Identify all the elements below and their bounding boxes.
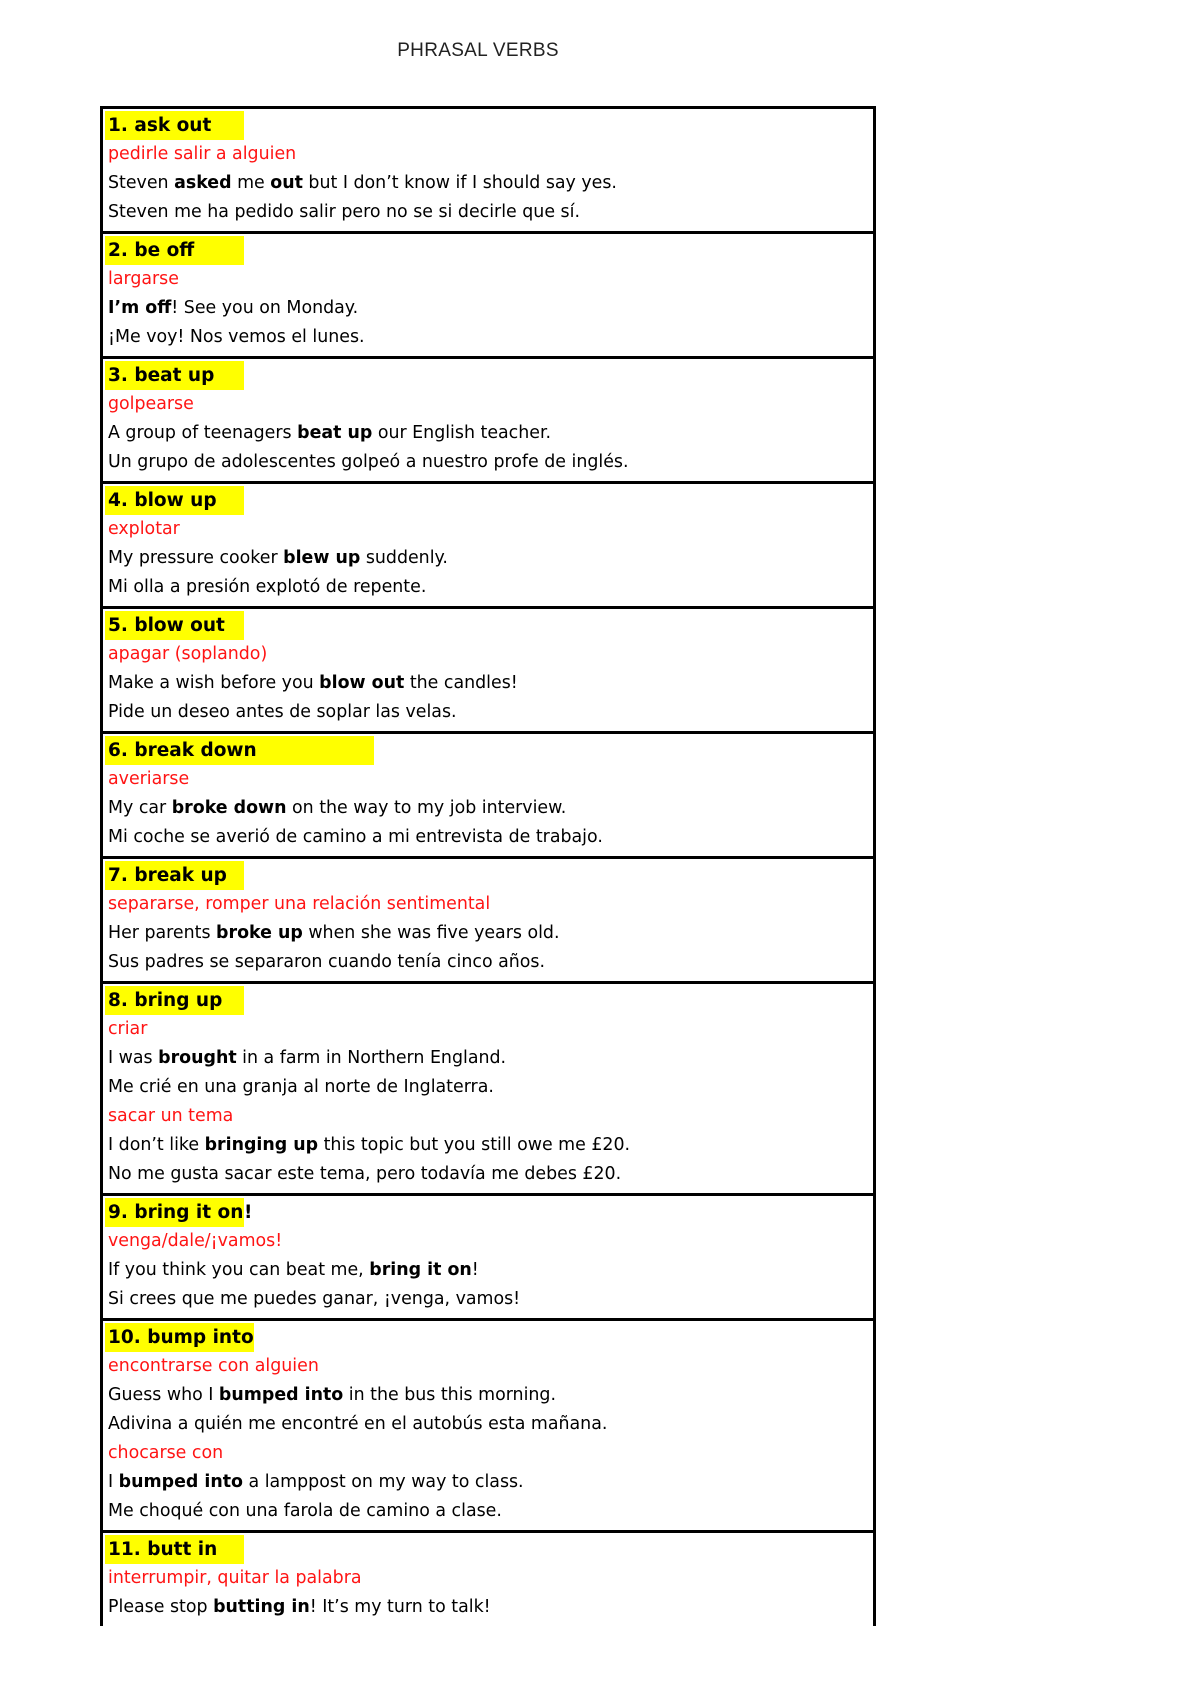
verb-entry xyxy=(103,984,873,1196)
phrasal-verb-bold: bringing up xyxy=(204,1135,319,1155)
verb-heading-tail: ! xyxy=(244,1202,253,1223)
verb-heading-row xyxy=(108,736,873,765)
phrasal-verb-bold: broke up xyxy=(216,923,303,943)
example-sentence xyxy=(108,794,873,823)
sentence-text: suddenly. xyxy=(360,548,448,568)
verb-entry xyxy=(103,359,873,484)
sentence-text: No me gusta sacar este tema, pero todavía me debes £20. xyxy=(108,1164,622,1184)
example-sentence xyxy=(108,1410,873,1439)
sentence-text: Mi coche se averió de camino a mi entrevista de trabajo. xyxy=(108,827,603,847)
translation: venga/dale/¡vamos! xyxy=(108,1231,283,1251)
example-sentence xyxy=(108,1256,873,1285)
sentence-text: Please stop xyxy=(108,1597,214,1617)
example-sentence xyxy=(108,419,873,448)
example-sentence xyxy=(108,323,873,352)
example-sentence xyxy=(108,573,873,602)
sentence-text: If you think you can beat me, xyxy=(108,1260,370,1280)
example-sentence xyxy=(108,1468,873,1497)
example-sentence xyxy=(108,669,873,698)
verb-heading-row xyxy=(108,1323,873,1352)
example-sentence xyxy=(108,1593,873,1622)
example-sentence xyxy=(108,1285,873,1314)
document-title: PHRASAL VERBS xyxy=(397,40,559,61)
example-sentence xyxy=(108,1160,873,1189)
sentence-text: Guess who I xyxy=(108,1385,219,1405)
sentence-text: this topic but you still owe me £20. xyxy=(318,1135,631,1155)
sentence-text: I was xyxy=(108,1048,159,1068)
verb-heading: 8. bring up xyxy=(105,986,244,1015)
phrasal-verb-bold: broke down xyxy=(171,798,287,818)
sentence-text: Me crié en una granja al norte de Inglaterra. xyxy=(108,1077,494,1097)
sentence-text: Si crees que me puedes ganar, ¡venga, vamos! xyxy=(108,1289,521,1309)
sentence-text: ! xyxy=(471,1260,479,1280)
translation: encontrarse con alguien xyxy=(108,1356,319,1376)
translation: criar xyxy=(108,1019,148,1039)
verb-heading-row xyxy=(108,111,873,140)
phrasal-verb-bold: brought xyxy=(158,1048,237,1068)
sentence-text: Make a wish before you xyxy=(108,673,320,693)
sentence-text: on the way to my job interview. xyxy=(286,798,567,818)
verb-heading: 3. beat up xyxy=(105,361,244,390)
sentence-text: Sus padres se separaron cuando tenía cinco años. xyxy=(108,952,546,972)
sentence-text: Steven me ha pedido salir pero no se si decirle que sí. xyxy=(108,202,580,222)
verb-entry xyxy=(103,1196,873,1321)
translation: explotar xyxy=(108,519,180,539)
example-sentence xyxy=(108,448,873,477)
verb-entry xyxy=(103,1321,873,1533)
sentence-text: but I don’t know if I should say yes. xyxy=(302,173,617,193)
example-sentence xyxy=(108,919,873,948)
sentence-text: our English teacher. xyxy=(372,423,552,443)
verb-heading-row xyxy=(108,486,873,515)
translation: apagar (soplando) xyxy=(108,644,268,664)
translation: largarse xyxy=(108,269,179,289)
verb-heading: 5. blow out xyxy=(105,611,244,640)
sentence-text: in the bus this morning. xyxy=(343,1385,556,1405)
verb-heading-row xyxy=(108,361,873,390)
translation: sacar un tema xyxy=(108,1106,234,1126)
verb-entry xyxy=(103,109,873,234)
translation: chocarse con xyxy=(108,1443,224,1463)
phrasal-verb-bold: asked xyxy=(174,173,232,193)
verb-heading-row xyxy=(108,986,873,1015)
verb-heading: 1. ask out xyxy=(105,111,244,140)
sentence-text: Me choqué con una farola de camino a clase. xyxy=(108,1501,502,1521)
example-sentence xyxy=(108,1497,873,1526)
phrasal-verb-bold: blow out xyxy=(319,673,405,693)
verb-heading: 10. bump into xyxy=(105,1323,254,1352)
verb-entry xyxy=(103,1533,873,1626)
verb-heading-row xyxy=(108,236,873,265)
phrasal-verb-bold: blew up xyxy=(283,548,361,568)
verb-entry xyxy=(103,234,873,359)
sentence-text: a lamppost on my way to class. xyxy=(242,1472,524,1492)
example-sentence xyxy=(108,198,873,227)
example-sentence xyxy=(108,1381,873,1410)
sentence-text: A group of teenagers xyxy=(108,423,298,443)
example-sentence xyxy=(108,294,873,323)
verb-heading-row xyxy=(108,1198,873,1227)
phrasal-verb-bold: I’m off xyxy=(108,298,172,318)
example-sentence xyxy=(108,169,873,198)
verb-heading: 6. break down xyxy=(105,736,374,765)
example-sentence xyxy=(108,1073,873,1102)
sentence-text: Un grupo de adolescentes golpeó a nuestro profe de inglés. xyxy=(108,452,629,472)
example-sentence xyxy=(108,544,873,573)
sentence-text: the candles! xyxy=(404,673,518,693)
phrasal-verb-bold: bumped into xyxy=(118,1472,243,1492)
sentence-text: ! It’s my turn to talk! xyxy=(309,1597,491,1617)
phrasal-verb-bold: bumped into xyxy=(218,1385,344,1405)
phrasal-verb-bold: butting in xyxy=(213,1597,310,1617)
verb-entry xyxy=(103,484,873,609)
example-sentence xyxy=(108,1044,873,1073)
example-sentence xyxy=(108,1131,873,1160)
verb-heading: 9. bring it on xyxy=(105,1198,244,1227)
translation: separarse, romper una relación sentimental xyxy=(108,894,491,914)
example-sentence xyxy=(108,698,873,727)
translation: golpearse xyxy=(108,394,194,414)
phrasal-verb-bold: beat up xyxy=(297,423,373,443)
sentence-text: I don’t like xyxy=(108,1135,205,1155)
verb-entry xyxy=(103,734,873,859)
example-sentence xyxy=(108,948,873,977)
sentence-text: when she was five years old. xyxy=(302,923,560,943)
sentence-text: Her parents xyxy=(108,923,217,943)
verb-entry xyxy=(103,609,873,734)
phrasal-verb-bold: bring it on xyxy=(369,1260,472,1280)
sentence-text: I xyxy=(108,1472,119,1492)
verb-heading: 4. blow up xyxy=(105,486,244,515)
sentence-text: Steven xyxy=(108,173,175,193)
translation: pedirle salir a alguien xyxy=(108,144,297,164)
sentence-text: me xyxy=(231,173,271,193)
verb-heading-row xyxy=(108,1535,873,1564)
sentence-text: My car xyxy=(108,798,172,818)
example-sentence xyxy=(108,823,873,852)
sentence-text: Adivina a quién me encontré en el autobús esta mañana. xyxy=(108,1414,608,1434)
sentence-text: Mi olla a presión explotó de repente. xyxy=(108,577,427,597)
verb-heading-row xyxy=(108,861,873,890)
sentence-text: ! See you on Monday. xyxy=(171,298,359,318)
translation: averiarse xyxy=(108,769,190,789)
verb-heading: 11. butt in xyxy=(105,1535,244,1564)
verb-heading: 7. break up xyxy=(105,861,244,890)
sentence-text: Pide un deseo antes de soplar las velas. xyxy=(108,702,457,722)
verb-heading-row xyxy=(108,611,873,640)
verb-entry xyxy=(103,859,873,984)
sentence-text: in a farm in Northern England. xyxy=(236,1048,507,1068)
verb-heading: 2. be off xyxy=(105,236,244,265)
sentence-text: My pressure cooker xyxy=(108,548,284,568)
phrasal-verb-bold: out xyxy=(270,173,303,193)
phrasal-verbs-table xyxy=(100,106,876,1626)
translation: interrumpir, quitar la palabra xyxy=(108,1568,362,1588)
sentence-text: ¡Me voy! Nos vemos el lunes. xyxy=(108,327,365,347)
